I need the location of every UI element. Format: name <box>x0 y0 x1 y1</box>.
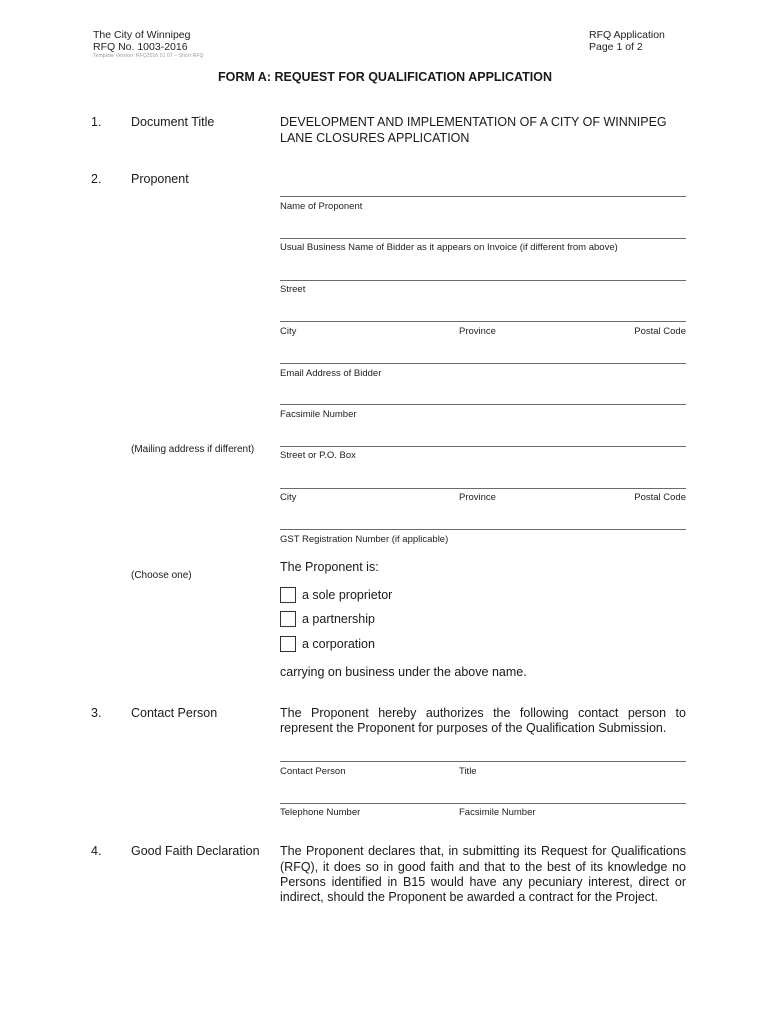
form-title: FORM A: REQUEST FOR QUALIFICATION APPLICATION <box>217 70 552 84</box>
good-faith-line2: (RFQ), it does so in good faith and that to the best of its knowledge no <box>280 860 686 874</box>
contact-authorization-line2: represent the Proponent for purposes of the Qualification Submission. <box>280 721 667 735</box>
city-province-postal-field[interactable] <box>280 321 686 322</box>
header-template-note: Template Version: RFQ2016 01 07 – Short RFQ <box>93 53 204 59</box>
section-1-number: 1. <box>91 115 102 129</box>
telephone-caption: Telephone Number <box>280 807 361 818</box>
sole-proprietor-checkbox[interactable] <box>280 587 296 603</box>
proponent-is-text: The Proponent is: <box>280 560 379 574</box>
choose-one-label: (Choose one) <box>131 570 192 581</box>
city-caption: City <box>280 326 297 337</box>
business-name-field[interactable] <box>280 238 686 239</box>
phone-fax-field[interactable] <box>280 803 686 804</box>
gst-field[interactable] <box>280 529 686 530</box>
contact-person-caption: Contact Person <box>280 766 346 777</box>
contact-title-field[interactable] <box>280 761 686 762</box>
title-caption: Title <box>459 766 477 777</box>
good-faith-line4: indirect, should the Proponent be awarded a contract for the Project. <box>280 890 659 904</box>
header-rfq-number: RFQ No. 1003-2016 <box>93 41 188 53</box>
header-page-number: Page 1 of 2 <box>589 41 643 53</box>
header-city: The City of Winnipeg <box>93 29 191 41</box>
mailing-province-caption: Province <box>459 492 496 503</box>
fax-field[interactable] <box>280 404 686 405</box>
name-of-proponent-caption: Name of Proponent <box>280 201 363 212</box>
corporation-label: a corporation <box>302 637 375 651</box>
mailing-street-field[interactable] <box>280 446 686 447</box>
partnership-checkbox[interactable] <box>280 611 296 627</box>
sole-proprietor-label: a sole proprietor <box>302 588 393 602</box>
gst-caption: GST Registration Number (if applicable) <box>280 534 449 545</box>
street-caption: Street <box>280 284 306 295</box>
mailing-street-caption: Street or P.O. Box <box>280 450 356 461</box>
section-2-number: 2. <box>91 172 102 186</box>
document-title-line1: DEVELOPMENT AND IMPLEMENTATION OF A CITY OF WINNIPEG <box>280 115 667 129</box>
carrying-on-business-text: carrying on business under the above name. <box>280 665 527 679</box>
partnership-label: a partnership <box>302 612 375 626</box>
province-caption: Province <box>459 326 496 337</box>
mailing-address-label: (Mailing address if different) <box>131 444 255 455</box>
business-name-caption: Usual Business Name of Bidder as it appears on Invoice (if different from above) <box>280 242 618 253</box>
section-2-label: Proponent <box>131 172 189 186</box>
fax-caption: Facsimile Number <box>280 409 357 420</box>
good-faith-line3: Persons identified in B15 would have any pecuniary interest, direct or <box>280 875 686 889</box>
mailing-city-province-postal-field[interactable] <box>280 488 686 489</box>
document-title-line2: LANE CLOSURES APPLICATION <box>280 131 470 145</box>
contact-authorization-line1: The Proponent hereby authorizes the following contact person to <box>280 706 686 720</box>
postal-code-caption: Postal Code <box>634 326 686 337</box>
section-3-label: Contact Person <box>131 706 218 720</box>
mailing-city-caption: City <box>280 492 297 503</box>
email-caption: Email Address of Bidder <box>280 368 382 379</box>
mailing-postal-code-caption: Postal Code <box>634 492 686 503</box>
name-of-proponent-field[interactable] <box>280 196 686 197</box>
street-field[interactable] <box>280 280 686 281</box>
header-rfq-application: RFQ Application <box>589 29 665 41</box>
good-faith-line1: The Proponent declares that, in submitting its Request for Qualifications <box>280 844 686 858</box>
section-4-number: 4. <box>91 844 102 858</box>
section-1-label: Document Title <box>131 115 215 129</box>
section-4-label: Good Faith Declaration <box>131 844 260 858</box>
corporation-checkbox[interactable] <box>280 636 296 652</box>
contact-fax-caption: Facsimile Number <box>459 807 536 818</box>
email-field[interactable] <box>280 363 686 364</box>
section-3-number: 3. <box>91 706 102 720</box>
